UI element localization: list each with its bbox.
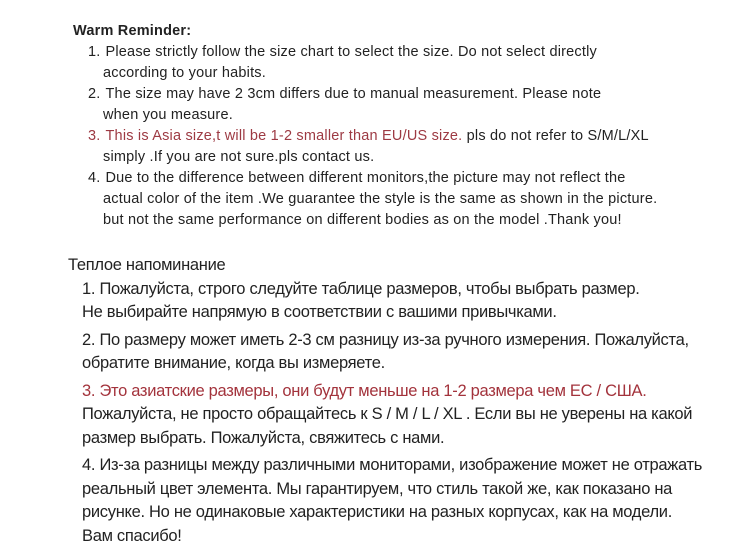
english-item-4 — [0, 168, 750, 231]
item-number: 2. — [88, 86, 101, 102]
text-line: 2. По размеру может иметь 2-3 см разницу из-за ручного измерения. Пожалуйста, — [82, 330, 689, 349]
russian-item-3 — [82, 380, 750, 451]
text-line: when you measure. — [103, 107, 233, 123]
text-line: 4. Из-за разницы между различными мониторами, изображение может не отражать — [82, 456, 703, 474]
text-line — [88, 84, 750, 105]
text-line — [88, 168, 750, 189]
item-number: 3. — [88, 128, 101, 144]
text-line — [88, 126, 750, 147]
text-segment: The size may have 2 3cm differs due to manual measurement. Please note — [105, 86, 602, 102]
text-line: Не выбирайте напрямую в соответствии с вашими привычками. — [82, 303, 557, 321]
text-line: Пожалуйста, не просто обращайтесь к S / M / L / XL . Если вы не уверены на какой — [82, 405, 693, 423]
text-line: обратите внимание, когда вы измеряете. — [82, 354, 385, 372]
text-line: according to your habits. — [103, 65, 266, 81]
asia-size-warning-text: 3. Это азиатские размеры, они будут меньше на 1-2 размера чем ЕС / США. — [82, 381, 647, 400]
english-item-2 — [0, 84, 750, 126]
text-line — [88, 42, 750, 63]
text-segment: Please strictly follow the size chart to select the size. Do not select directly — [105, 44, 597, 60]
asia-size-warning-text: This is Asia size,t will be 1-2 smaller than EU/US size. — [105, 128, 463, 144]
text-line: simply .If you are not sure.pls contact us. — [103, 149, 375, 165]
english-item-1 — [0, 42, 750, 84]
text-line: but not the same performance on different bodies as on the model .Thank you! — [103, 212, 622, 228]
text-segment: pls do not refer to S/M/L/XL — [462, 128, 649, 144]
english-title: Warm Reminder: — [73, 23, 192, 39]
russian-title: Теплое напоминание — [68, 256, 226, 274]
text-line: рисунке. Но не одинаковые характеристики на разных корпусах, как на модели. — [82, 503, 672, 521]
text-line: реальный цвет элемента. Мы гарантируем, что стиль такой же, как показано на — [82, 479, 673, 498]
text-segment: Due to the difference between different monitors,the picture may not reflect the — [105, 170, 626, 186]
text-line: Вам спасибо! — [82, 526, 182, 545]
russian-item-2 — [82, 329, 750, 376]
english-item-3 — [0, 126, 750, 168]
text-line: actual color of the item .We guarantee the style is the same as shown in the picture. — [103, 191, 658, 207]
russian-item-4 — [82, 454, 750, 548]
russian-item-1 — [82, 278, 750, 325]
english-reminder-section — [0, 21, 750, 231]
text-line: 1. Пожалуйста, строго следуйте таблице размеров, чтобы выбрать размер. — [82, 279, 640, 298]
item-number: 4. — [88, 170, 101, 186]
item-number: 1. — [88, 44, 101, 60]
russian-reminder-section — [0, 254, 750, 548]
text-line: размер выбрать. Пожалуйста, свяжитесь с нами. — [82, 428, 445, 447]
